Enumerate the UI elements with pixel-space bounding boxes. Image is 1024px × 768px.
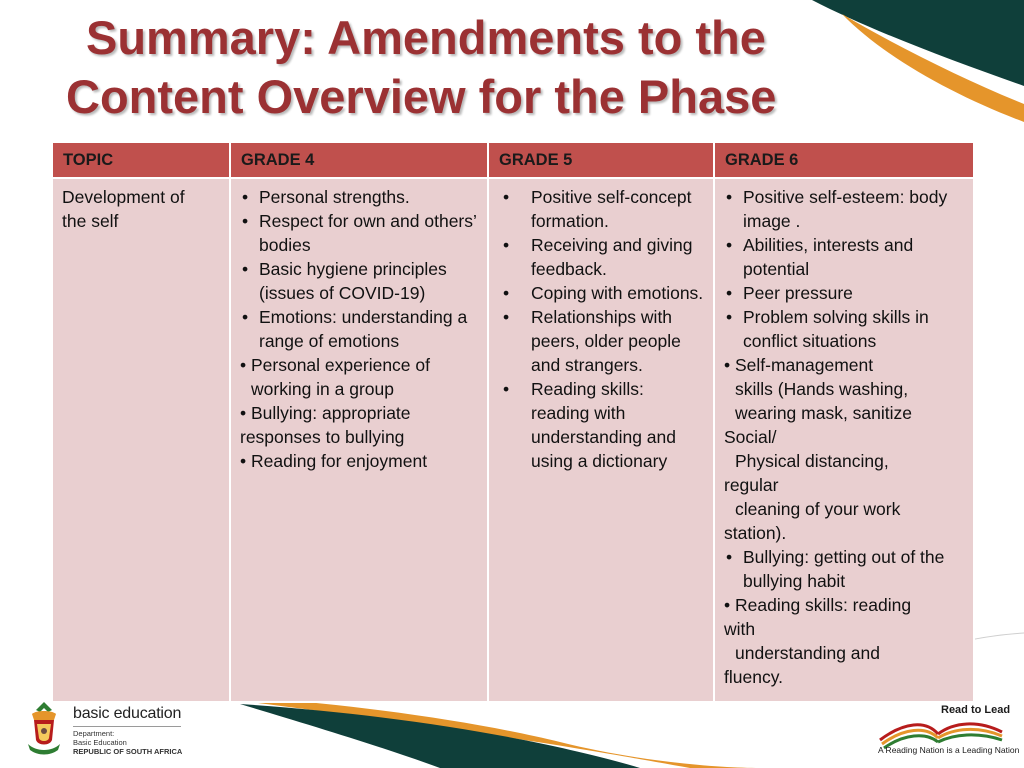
list-item: • Peer pressure — [724, 281, 965, 305]
list-item-continued: Social/ — [724, 427, 777, 447]
topic-line-2: the self — [62, 211, 119, 231]
grade-6-list-bullying — [724, 545, 965, 593]
list-item: • Abilities, interests and potential — [724, 233, 965, 281]
bottom-teal-swoosh — [240, 704, 640, 768]
list-item-continued: fluency. — [724, 667, 784, 687]
table-row — [52, 178, 974, 702]
coat-of-arms-icon — [22, 700, 66, 756]
list-item-continued: with — [724, 619, 756, 639]
title-line-2: Content Overview for the Phase — [66, 70, 777, 123]
list-item: • Self-management — [724, 355, 874, 375]
list-item: • Receiving and giving feedback. — [498, 233, 705, 281]
read-to-lead-tagline: A Reading Nation is a Leading Nation — [878, 745, 1020, 755]
list-item-continued: skills (Hands washing, — [735, 379, 909, 399]
list-item-continued: understanding and — [735, 643, 880, 663]
list-item: • Positive self-esteem: body image . — [724, 185, 965, 233]
list-item: • Bullying: appropriate — [240, 403, 411, 423]
header-grade-5: GRADE 5 — [488, 142, 714, 178]
list-item: • Emotions: understanding a range of emotions — [240, 305, 479, 353]
list-item: • Relationships with peers, older people and strangers. — [498, 305, 705, 377]
department-text — [73, 729, 182, 756]
grade-5-list — [498, 185, 705, 473]
department-line-2: Basic Education — [73, 738, 127, 747]
list-item: • Problem solving skills in conflict situations — [724, 305, 965, 353]
list-item-continued: responses to bullying — [240, 427, 405, 447]
list-item: • Coping with emotions. — [498, 281, 705, 305]
list-item: • Reading skills: reading with understanding and using a dictionary — [498, 377, 705, 473]
list-item: • Bullying: getting out of the bullying habit — [724, 545, 965, 593]
list-item: • Reading for enjoyment — [240, 451, 428, 471]
header-grade-4: GRADE 4 — [230, 142, 488, 178]
header-topic: TOPIC — [52, 142, 230, 178]
read-to-lead-title: Read to Lead — [941, 704, 1011, 716]
list-item-continued: regular — [724, 475, 779, 495]
right-gray-line — [970, 633, 1024, 640]
slide-title — [66, 8, 966, 126]
grade-6-cell — [714, 178, 974, 702]
grade-6-list — [724, 185, 965, 353]
grade-4-list — [240, 185, 479, 353]
list-item: • Personal strengths. — [240, 185, 479, 209]
header-grade-6: GRADE 6 — [714, 142, 974, 178]
content-overview-table — [51, 141, 975, 703]
footer-divider — [73, 726, 181, 727]
list-item-continued: station). — [724, 523, 787, 543]
title-line-1: Summary: Amendments to the — [86, 11, 766, 64]
basic-education-logo-text: basic education — [73, 705, 182, 722]
list-item-continued: working in a group — [251, 379, 394, 399]
grade-4-cell — [230, 178, 488, 702]
list-item: • Personal experience of — [240, 355, 430, 375]
grade-5-cell — [488, 178, 714, 702]
list-item-continued: Physical distancing, — [735, 451, 889, 471]
list-item: • Basic hygiene principles (issues of COVID-19) — [240, 257, 479, 305]
department-line-1: Department: — [73, 729, 115, 738]
topic-cell — [52, 178, 230, 702]
list-item-continued: wearing mask, sanitize — [735, 403, 913, 423]
list-item: • Reading skills: reading — [724, 595, 912, 615]
list-item: • Positive self-concept formation. — [498, 185, 705, 233]
topic-line-1: Development of — [62, 187, 185, 207]
list-item: • Respect for own and others’ bodies — [240, 209, 479, 257]
table-header-row — [52, 142, 974, 178]
list-item-continued: cleaning of your work — [735, 499, 901, 519]
department-line-3: REPUBLIC OF SOUTH AFRICA — [73, 747, 183, 756]
